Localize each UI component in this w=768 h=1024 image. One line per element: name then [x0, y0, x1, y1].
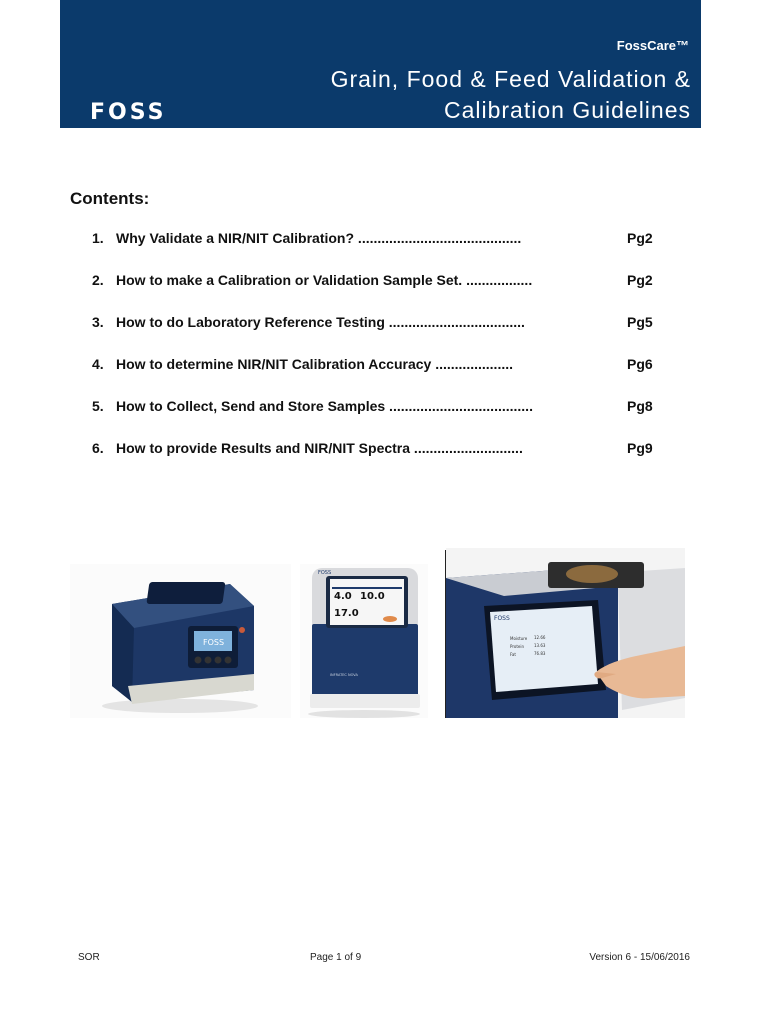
result-name-2: Protein [510, 644, 525, 649]
footer-version: Version 6 - 15/06/2016 [589, 952, 690, 963]
compact-analyzer-image [70, 564, 291, 718]
model-label: INFRATEC NOVA [330, 673, 358, 677]
toc-number: 6. [92, 440, 104, 456]
toc-page: Pg8 [627, 398, 653, 414]
toc-text: How to make a Calibration or Validation Sample Set. ................. [116, 272, 533, 288]
toc-number: 2. [92, 272, 104, 288]
image-divider [445, 550, 446, 718]
toc-text: How to do Laboratory Reference Testing ................................... [116, 314, 525, 330]
document-title [331, 64, 691, 126]
toc-page: Pg2 [627, 272, 653, 288]
foss-logo: FOSS [90, 100, 167, 125]
fosscare-label: FossCare™ [616, 38, 689, 53]
footer-left: SOR [78, 952, 100, 963]
result-value-1: 12.66 [534, 635, 546, 640]
toc-number: 3. [92, 314, 104, 330]
result-value-2: 13.63 [534, 643, 546, 648]
toc-number: 5. [92, 398, 104, 414]
screen-value-1: 4.0 [334, 591, 352, 602]
analyzer-1-logo: FOSS [203, 638, 225, 647]
toc-text: How to provide Results and NIR/NIT Spectra ............................ [116, 440, 523, 456]
table-of-contents [92, 230, 672, 482]
toc-item[interactable] [92, 230, 672, 272]
screen-value-3: 17.0 [334, 608, 359, 619]
toc-page: Pg9 [627, 440, 653, 456]
title-line-2: Calibration Guidelines [443, 97, 691, 123]
result-name-1: Moisture [510, 636, 528, 641]
analyzer-2-logo: FOSS [318, 570, 332, 576]
toc-text: How to determine NIR/NIT Calibration Accuracy .................... [116, 356, 513, 372]
product-photos [70, 548, 685, 720]
toc-page: Pg5 [627, 314, 653, 330]
screen-value-2: 10.0 [360, 591, 385, 602]
toc-item[interactable] [92, 272, 672, 314]
toc-item[interactable] [92, 440, 672, 482]
toc-number: 1. [92, 230, 104, 246]
toc-text: Why Validate a NIR/NIT Calibration? .......................................... [116, 230, 522, 246]
infratec-analyzer-image [300, 564, 428, 718]
toc-item[interactable] [92, 398, 672, 440]
toc-page: Pg2 [627, 230, 653, 246]
result-name-3: Fat [510, 652, 516, 657]
toc-text: How to Collect, Send and Store Samples ..................................... [116, 398, 533, 414]
toc-item[interactable] [92, 314, 672, 356]
touchscreen-analyzer-image [446, 548, 685, 718]
analyzer-photo-2 [300, 564, 428, 718]
footer-page-number: Page 1 of 9 [310, 952, 362, 963]
toc-page: Pg6 [627, 356, 653, 372]
analyzer-photo-1 [70, 564, 291, 718]
contents-heading: Contents: [70, 189, 150, 208]
toc-number: 4. [92, 356, 104, 372]
header-banner [60, 0, 701, 128]
analyzer-3-logo: FOSS [494, 615, 510, 622]
toc-item[interactable] [92, 356, 672, 398]
title-line-1: Grain, Food & Feed Validation & [330, 66, 691, 92]
result-value-3: 76.83 [534, 651, 546, 656]
analyzer-photo-3 [446, 548, 685, 718]
